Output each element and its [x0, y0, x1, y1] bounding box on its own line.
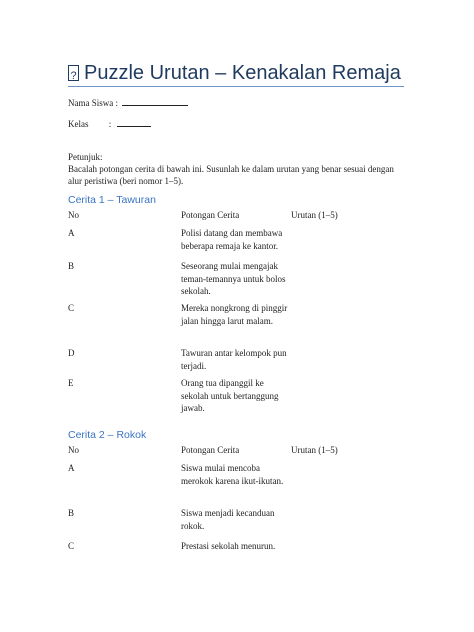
story-1-row-e-text: Orang tua dipanggil ke sekolah untuk bertanggung jawab. [181, 378, 279, 413]
story-1-row-b-text: Seseorang mulai mengajak teman-temannya untuk bolos sekolah. [181, 261, 286, 296]
story-1-row-a-text: Polisi datang dan membawa beberapa remaja ke kantor. [181, 228, 283, 251]
column-header-no: No [68, 210, 79, 220]
page-title-text: Puzzle Urutan – Kenakalan Remaja [84, 62, 401, 84]
story-2-row-a-no: A [68, 463, 75, 473]
name-blank-line [122, 97, 188, 106]
story-2-heading: Cerita 2 – Rokok [68, 429, 147, 441]
story-2-row-a-text: Siswa mulai mencoba merokok karena ikut-ikutan. [181, 463, 284, 486]
story-1-row-b-no: B [68, 261, 75, 271]
story-2-row-c-no: C [68, 541, 75, 551]
instructions-line-1: Bacalah potongan cerita di bawah ini. Susunlah ke dalam urutan yang benar sesuai dengan [68, 164, 394, 174]
document-icon [68, 65, 79, 81]
name-field [68, 97, 188, 109]
class-blank-line [117, 118, 151, 127]
story-1-heading: Cerita 1 – Tawuran [68, 194, 156, 206]
story-1-row-a-no: A [68, 228, 75, 238]
instructions-line-2: alur peristiwa (beri nomor 1–5). [68, 176, 184, 186]
story-1-row-c-no: C [68, 303, 75, 313]
column-header-story: Potongan Cerita [181, 210, 240, 220]
story-1-row-e-no: E [68, 378, 74, 388]
story-1-row-d-no: D [68, 348, 75, 358]
story-2-row-b-text: Siswa menjadi kecanduan rokok. [181, 508, 275, 531]
class-field [68, 118, 151, 130]
title-underline [68, 86, 404, 87]
story-2-row-b-no: B [68, 508, 75, 518]
page-title [68, 60, 408, 86]
instructions-label: Petunjuk: [68, 152, 103, 162]
story-1-row-c-text: Mereka nongkrong di pinggir jalan hingga larut malam. [181, 303, 288, 326]
column-header-order: Urutan (1–5) [291, 210, 338, 220]
name-label: Nama Siswa : [68, 98, 118, 108]
class-colon: : [108, 119, 112, 129]
story-2-row-c-text: Prestasi sekolah menurun. [181, 541, 276, 551]
column-header-order-2: Urutan (1–5) [291, 445, 338, 455]
column-header-story-2: Potongan Cerita [181, 445, 240, 455]
column-header-no-2: No [68, 445, 79, 455]
class-label: Kelas [68, 119, 89, 129]
story-1-row-d-text: Tawuran antar kelompok pun terjadi. [181, 348, 287, 371]
